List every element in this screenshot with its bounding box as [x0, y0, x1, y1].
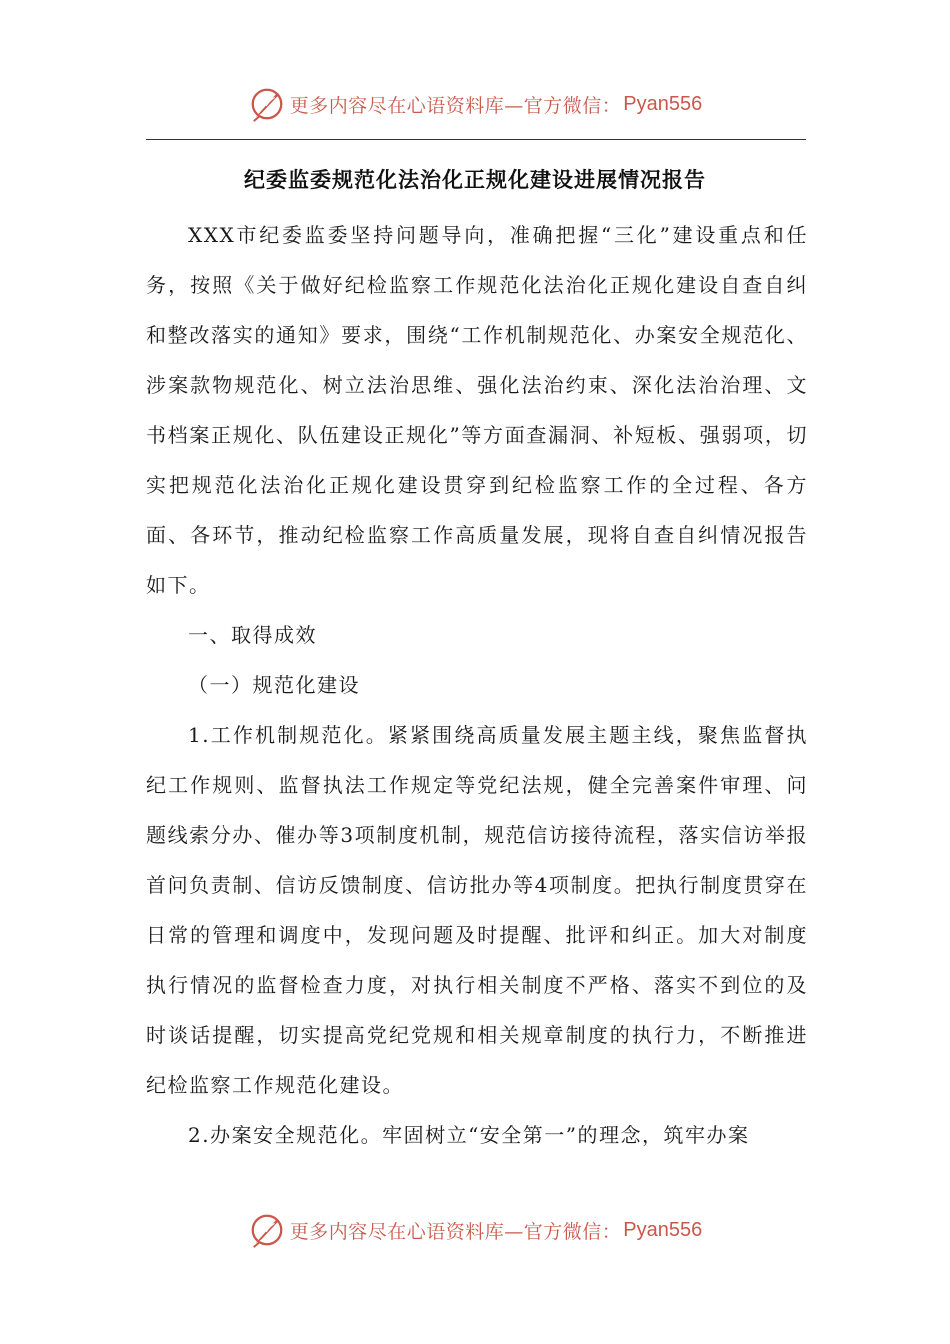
paragraph-intro: XXX市纪委监委坚持问题导向，准确把握“三化”建设重点和任务，按照《关于做好纪检监察工作规范化法治化正规化建设自查自纠和整改落实的通知》要求，围绕“工作机制规范化、办案安全规范化、涉案款物规范化、树立法治思维、强化法治约束、深化法治治理、文书档案正规化、队伍建设正规化”等方面查漏洞、补短板、强弱项，切实把规范化法治化正规化建设贯穿到纪检监察工作的全过程、各方面、各环节，推动纪检监察工作高质量发展，现将自查自纠情况报告如下。: [146, 223, 808, 597]
section-heading: 一、取得成效: [188, 623, 317, 647]
header-divider: [146, 139, 806, 140]
document-body: [146, 210, 808, 1160]
quill-logo-icon: [248, 1211, 286, 1249]
wechat-id: Pyan556: [623, 1218, 703, 1241]
paragraph-mechanism: 1.工作机制规范化。紧紧围绕高质量发展主题主线，聚焦监督执纪工作规则、监督执法工作规定等党纪法规，健全完善案件审理、问题线索分办、催办等3项制度机制，规范信访接待流程，落实信访举报首问负责制、信访反馈制度、信访批办等4项制度。把执行制度贯穿在日常的管理和调度中，发现问题及时提醒、批评和纠正。加大对制度执行情况的监督检查力度，对执行相关制度不严格、落实不到位的及时谈话提醒，切实提高党纪党规和相关规章制度的执行力，不断推进纪检监察工作规范化建设。: [146, 723, 808, 1097]
header-banner: [0, 84, 950, 124]
banner-text: 更多内容尽在心语资料库—官方微信：: [289, 1220, 622, 1243]
wechat-id: Pyan556: [623, 92, 703, 115]
paragraph-safety: 2.办案安全规范化。牢固树立“安全第一”的理念，筑牢办案: [188, 1123, 750, 1147]
banner-text: 更多内容尽在心语资料库—官方微信：: [289, 94, 622, 117]
document-title: 纪委监委规范化法治化正规化建设进展情况报告: [244, 168, 706, 192]
quill-logo-icon: [248, 85, 286, 123]
footer-banner: [0, 1210, 950, 1250]
subsection-heading: （一）规范化建设: [188, 673, 360, 697]
